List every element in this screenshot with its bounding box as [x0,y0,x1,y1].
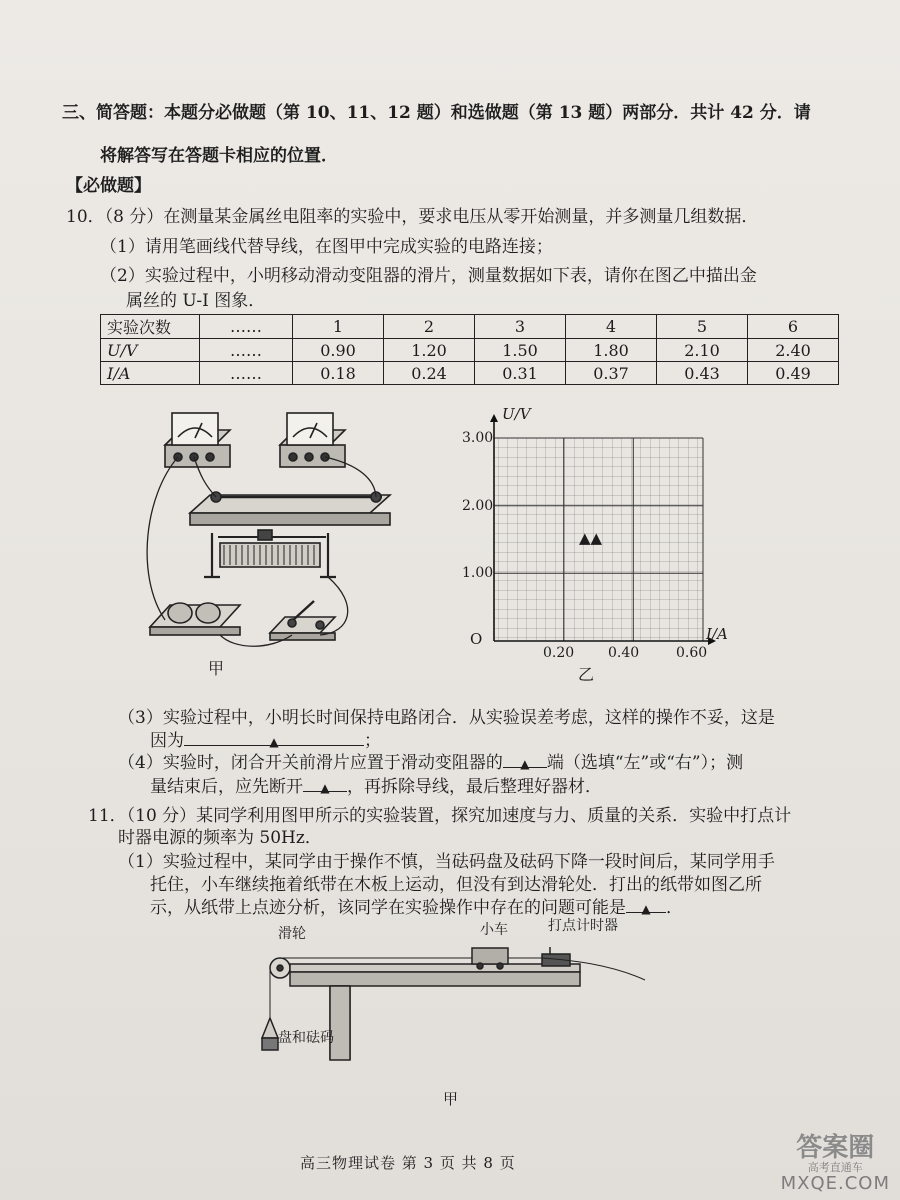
table-cell: 5 [657,315,748,339]
table-cell: 0.18 [293,362,384,385]
q10-part4-cont: 量结束后，应先断开 ▲ ，再拆除导线，最后整理好器材． [150,777,602,797]
q10-part1: （1）请用笔画线代替导线，在图甲中完成实验的电路连接； [100,237,553,257]
table-cell: 1.20 [384,339,475,362]
label-pulley: 滑轮 [278,926,306,942]
data-table [100,314,839,385]
q10-part3-blank-line: 因为 ▲ ； [150,731,381,751]
answer-blank[interactable]: ▲ [184,731,364,746]
q10-part2: （2）实验过程中，小明移动滑动变阻器的滑片，测量数据如下表，请你在图乙中描出金 [100,266,757,286]
answer-blank[interactable]: ▲ [303,777,347,792]
table-cell: 0.90 [293,339,384,362]
y-tick: 2.00 [462,498,494,514]
table-cell: 1.80 [566,339,657,362]
table-cell: U/V [101,339,200,362]
table-cell: I/A [101,362,200,385]
table-cell: 2 [384,315,475,339]
label-weights: 盘和砝码 [278,1030,334,1046]
label-timer: 打点计时器 [548,918,618,934]
table-cell: 0.24 [384,362,475,385]
table-cell: 2.10 [657,339,748,362]
fig-left-caption: 甲 [208,659,225,678]
circuit-figure [120,405,410,695]
section-heading-cont: 将解答写在答题卡相应的位置． [100,146,338,166]
q11-stem: 11．（10 分）某同学利用图甲所示的实验装置，探究加速度与力、质量的关系．实验中打点计 [88,806,792,826]
table-cell: 6 [748,315,839,339]
table-cell: 2.40 [748,339,839,362]
q11-part1: （1）实验过程中，某同学由于操作不慎，当砝码盘及砝码下降一段时间后，某同学用手 [118,852,775,872]
watermark-brand: 答案圈 [796,1132,875,1163]
x-axis-label: I/A [706,625,728,643]
q10-part4: （4）实验时，闭合开关前滑片应置于滑动变阻器的 ▲ 端（选填“左”或“右”）；测 [118,753,744,773]
x-tick: 0.20 [543,645,575,661]
voltmeter-icon [280,413,345,467]
answer-marker: ▲▲ [579,529,603,547]
required-tag: 【必做题】 [66,176,151,196]
y-tick: 1.00 [462,565,494,581]
q11-part1-end: 示，从纸带上点迹分析，该同学在实验操作中存在的问题可能是 ▲ ． [150,898,683,918]
graph-origin: O [470,630,483,648]
watermark-sub: 高考直通车 [807,1161,863,1175]
q10-part2-cont: 属丝的 U-I 图象． [126,291,266,311]
page-footer: 高三物理试卷 第 3 页 共 8 页 [300,1154,516,1172]
table-cell: …… [200,339,293,362]
watermark [781,1134,890,1194]
rheostat-icon [204,530,336,577]
q10-stem: 10．（8 分）在测量某金属丝电阻率的实验中，要求电压从零开始测量，并多测量几组数据． [66,207,759,227]
label-cart: 小车 [480,922,508,938]
y-axis-label: U/V [502,405,531,423]
table-cell: …… [200,315,293,339]
table-cell: 1.50 [475,339,566,362]
q11-part1-cont: 托住，小车继续拖着纸带在木板上运动，但没有到达滑轮处．打出的纸带如图乙所 [150,875,762,895]
table-cell: 实验次数 [101,315,200,339]
x-tick: 0.60 [676,645,708,661]
graph-caption: 乙 [578,665,595,684]
q11-stem-cont: 时器电源的频率为 50Hz． [118,828,322,848]
weights-pan-icon [262,1018,278,1050]
table-cell: 0.37 [566,362,657,385]
q11-fig-caption: 甲 [443,1090,459,1108]
x-tick: 0.40 [608,645,640,661]
ammeter-icon [165,413,230,467]
table-header-row [101,315,839,339]
table-cell: 1 [293,315,384,339]
answer-blank[interactable]: ▲ [503,753,547,768]
table-cell: 3 [475,315,566,339]
battery-icon [150,603,240,635]
watermark-site: MXQE.COM [780,1173,890,1195]
table-cell: 0.31 [475,362,566,385]
q10-part3: （3）实验过程中，小明长时间保持电路闭合．从实验误差考虑，这样的操作不妥，这是 [118,708,775,728]
table-row [101,362,839,385]
pulley-icon [270,958,290,978]
answer-blank[interactable]: ▲ [626,898,666,913]
table-cell: …… [200,362,293,385]
section-heading: 三、简答题：本题分必做题（第 10、11、12 题）和选做题（第 13 题）两部分．共计 42 分．请 [62,103,811,123]
y-tick: 3.00 [462,430,494,446]
cart-apparatus-figure [250,930,650,1080]
board-icon [290,964,580,972]
table-cell: 0.49 [748,362,839,385]
table-cell: 0.43 [657,362,748,385]
timer-icon [542,947,570,966]
table-row [101,339,839,362]
metal-wire-board-icon [190,492,390,525]
table-cell: 4 [566,315,657,339]
